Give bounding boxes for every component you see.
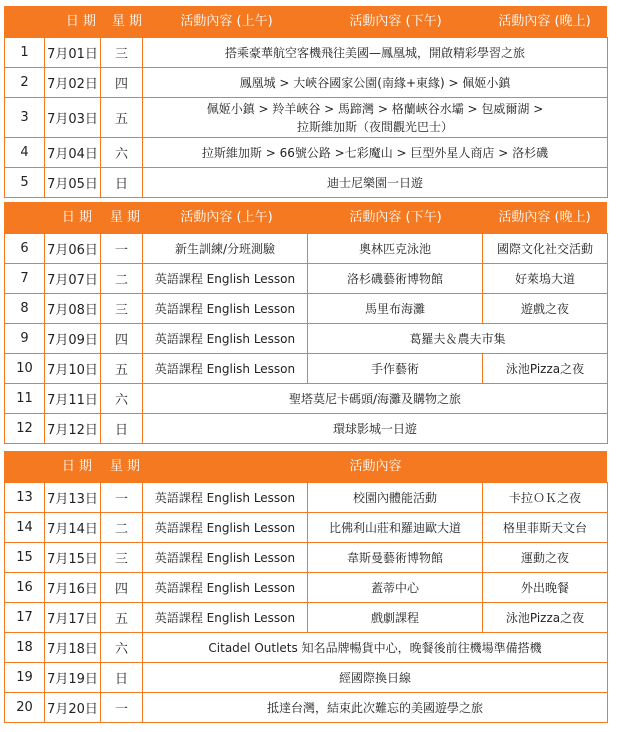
row-weekday: 五	[101, 603, 143, 633]
row-activity: 迪士尼樂園一日遊	[143, 168, 608, 198]
row-weekday: 一	[101, 483, 143, 513]
row-date: 7月18日	[45, 633, 101, 663]
row-number: 2	[5, 68, 45, 98]
row-weekday: 五	[101, 98, 143, 138]
row-am: 英語課程 English Lesson	[143, 324, 308, 354]
row-number: 17	[5, 603, 45, 633]
row-weekday: 三	[101, 543, 143, 573]
header-am: 活動內容 (上午)	[180, 14, 273, 29]
row-activity: 拉斯維加斯 > 66號公路 >七彩魔山 > 巨型外星人商店 > 洛杉磯	[143, 138, 608, 168]
row-number: 3	[5, 98, 45, 138]
row-am: 英語課程 English Lesson	[143, 543, 308, 573]
row-date: 7月20日	[45, 693, 101, 723]
row-weekday: 二	[101, 513, 143, 543]
header-content: 活動內容	[349, 459, 402, 474]
table-row	[5, 168, 608, 198]
section-3-header	[4, 451, 607, 482]
row-activity-line-1: 佩姬小鎮 > 羚羊峽谷 > 馬蹄灣 > 格蘭峽谷水壩 > 包威爾湖 >	[206, 101, 544, 116]
row-weekday: 四	[101, 68, 143, 98]
row-weekday: 三	[101, 38, 143, 68]
row-date: 7月01日	[45, 38, 101, 68]
row-weekday: 六	[101, 138, 143, 168]
section-2-header	[4, 202, 607, 233]
row-pm: 比佛利山莊和羅迪歐大道	[308, 513, 483, 543]
row-weekday: 一	[101, 234, 143, 264]
row-date: 7月13日	[45, 483, 101, 513]
row-date: 7月03日	[45, 98, 101, 138]
row-number: 12	[5, 414, 45, 444]
row-date: 7月17日	[45, 603, 101, 633]
row-pm: 戲劇課程	[308, 603, 483, 633]
row-eve: 泳池Pizza之夜	[483, 603, 608, 633]
row-weekday: 五	[101, 354, 143, 384]
row-date: 7月14日	[45, 513, 101, 543]
row-weekday: 六	[101, 384, 143, 414]
row-weekday: 四	[101, 324, 143, 354]
row-date: 7月04日	[45, 138, 101, 168]
table-row	[5, 543, 608, 573]
table-row	[5, 324, 608, 354]
row-weekday: 日	[101, 663, 143, 693]
row-number: 10	[5, 354, 45, 384]
row-date: 7月16日	[45, 573, 101, 603]
row-eve: 外出晚餐	[483, 573, 608, 603]
row-number: 4	[5, 138, 45, 168]
row-number: 15	[5, 543, 45, 573]
table-row	[5, 264, 608, 294]
row-date: 7月19日	[45, 663, 101, 693]
row-activity: Citadel Outlets 知名品牌暢貨中心，晚餐後前往機場準備搭機	[143, 633, 608, 663]
row-number: 8	[5, 294, 45, 324]
row-pm: 奧林匹克泳池	[308, 234, 483, 264]
table-row	[5, 294, 608, 324]
row-date: 7月02日	[45, 68, 101, 98]
header-weekday: 星 期	[109, 210, 141, 225]
row-number: 5	[5, 168, 45, 198]
row-am: 英語課程 English Lesson	[143, 603, 308, 633]
table-row	[5, 384, 608, 414]
row-eve: 好萊塢大道	[483, 264, 608, 294]
row-date: 7月12日	[45, 414, 101, 444]
row-pm: 手作藝術	[308, 354, 483, 384]
row-number: 1	[5, 38, 45, 68]
header-pm: 活動內容 (下午)	[349, 14, 442, 29]
row-am: 英語課程 English Lesson	[143, 294, 308, 324]
section-1-header	[4, 6, 607, 37]
row-date: 7月07日	[45, 264, 101, 294]
header-date: 日 期	[61, 210, 93, 225]
row-eve: 國際文化社交活動	[483, 234, 608, 264]
schedule-table-2	[4, 233, 608, 444]
table-row	[5, 38, 608, 68]
schedule-section-3	[4, 451, 607, 723]
row-number: 14	[5, 513, 45, 543]
row-activity: 搭乘豪華航空客機飛往美國—鳳凰城，開啟精彩學習之旅	[143, 38, 608, 68]
row-number: 11	[5, 384, 45, 414]
row-eve: 泳池Pizza之夜	[483, 354, 608, 384]
table-row	[5, 354, 608, 384]
row-pm: 洛杉磯藝術博物館	[308, 264, 483, 294]
row-am: 英語課程 English Lesson	[143, 483, 308, 513]
schedule-table-3	[4, 482, 608, 723]
row-number: 19	[5, 663, 45, 693]
row-activity: 經國際換日線	[143, 663, 608, 693]
row-number: 6	[5, 234, 45, 264]
table-row	[5, 483, 608, 513]
row-am: 新生訓練/分班測驗	[143, 234, 308, 264]
table-row	[5, 513, 608, 543]
row-weekday: 日	[101, 414, 143, 444]
row-am: 英語課程 English Lesson	[143, 354, 308, 384]
table-row	[5, 414, 608, 444]
row-date: 7月11日	[45, 384, 101, 414]
row-eve: 格里菲斯天文台	[483, 513, 608, 543]
header-weekday: 星 期	[109, 459, 141, 474]
header-am: 活動內容 (上午)	[180, 210, 273, 225]
row-am: 英語課程 English Lesson	[143, 573, 308, 603]
table-row	[5, 663, 608, 693]
schedule-table-1	[4, 37, 608, 198]
row-date: 7月08日	[45, 294, 101, 324]
row-pm: 馬里布海灘	[308, 294, 483, 324]
row-number: 20	[5, 693, 45, 723]
schedule-section-2	[4, 202, 607, 444]
row-weekday: 一	[101, 693, 143, 723]
row-activity: 聖塔莫尼卡碼頭/海灘及購物之旅	[143, 384, 608, 414]
row-weekday: 日	[101, 168, 143, 198]
row-date: 7月15日	[45, 543, 101, 573]
row-number: 16	[5, 573, 45, 603]
table-row	[5, 573, 608, 603]
table-row	[5, 138, 608, 168]
header-eve: 活動內容 (晚上)	[498, 210, 591, 225]
header-pm: 活動內容 (下午)	[349, 210, 442, 225]
row-pm: 蓋蒂中心	[308, 573, 483, 603]
table-row	[5, 603, 608, 633]
row-am: 英語課程 English Lesson	[143, 264, 308, 294]
table-row	[5, 693, 608, 723]
row-date: 7月06日	[45, 234, 101, 264]
row-eve: 遊戲之夜	[483, 294, 608, 324]
row-weekday: 六	[101, 633, 143, 663]
header-weekday: 星 期	[111, 14, 143, 29]
row-number: 9	[5, 324, 45, 354]
row-activity-line-2: 拉斯維加斯（夜間觀光巴士）	[296, 119, 453, 134]
row-number: 7	[5, 264, 45, 294]
header-date: 日 期	[65, 14, 97, 29]
row-activity: 環球影城一日遊	[143, 414, 608, 444]
row-date: 7月10日	[45, 354, 101, 384]
row-pm-eve: 葛羅夫＆農夫市集	[308, 324, 608, 354]
row-date: 7月05日	[45, 168, 101, 198]
header-eve: 活動內容 (晚上)	[498, 14, 591, 29]
table-row	[5, 98, 608, 138]
table-row	[5, 234, 608, 264]
row-weekday: 三	[101, 294, 143, 324]
row-activity	[143, 98, 608, 138]
row-eve: 卡拉ＯＫ之夜	[483, 483, 608, 513]
header-date: 日 期	[61, 459, 93, 474]
row-pm: 校園內體能活動	[308, 483, 483, 513]
row-eve: 運動之夜	[483, 543, 608, 573]
row-weekday: 二	[101, 264, 143, 294]
row-activity: 鳳凰城 > 大峽谷國家公園(南緣+東緣) > 佩姬小鎮	[143, 68, 608, 98]
row-number: 18	[5, 633, 45, 663]
table-row	[5, 68, 608, 98]
table-row	[5, 633, 608, 663]
row-am: 英語課程 English Lesson	[143, 513, 308, 543]
schedule-section-1	[4, 6, 607, 198]
row-pm: 韋斯曼藝術博物館	[308, 543, 483, 573]
row-activity: 抵達台灣，結束此次難忘的美國遊學之旅	[143, 693, 608, 723]
row-number: 13	[5, 483, 45, 513]
row-weekday: 四	[101, 573, 143, 603]
row-date: 7月09日	[45, 324, 101, 354]
